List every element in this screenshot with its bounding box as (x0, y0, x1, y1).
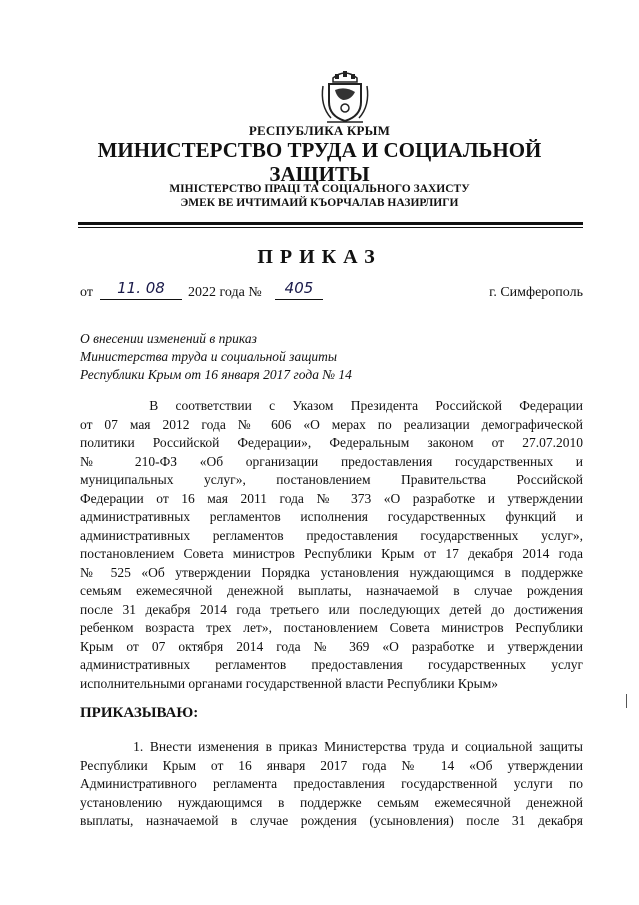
ministry-name (0, 138, 639, 186)
preamble-line: ребенком возраста трех лет», постановлением Совета министров Республики (80, 620, 583, 635)
item-line: установлению нуждающимся в поддержке семьям ежемесячной денежной (80, 794, 583, 810)
republic-name: РЕСПУБЛИКА КРЫМ (248, 123, 391, 138)
scan-margin-mark (626, 694, 627, 708)
header-divider-thin (78, 227, 583, 228)
order-directive-heading: ПРИКАЗЫВАЮ: (80, 705, 199, 721)
preamble-line: № 525 «Об утверждении Порядка установления нуждающимся в поддержке (80, 564, 583, 580)
from-label: от (80, 285, 93, 300)
subject-line: О внесении изменений в приказ (80, 331, 257, 346)
ministry-name-crimean-tatar: ЭМЕК ВЕ ИЧТИМАИЙ КЪОРЧАЛАВ НАЗИРЛИГИ (180, 197, 459, 209)
preamble-line: после 31 декабря 2014 года третьего или последующих детей до достижения (80, 601, 583, 617)
preamble-line: административных регламентов предоставления государственных услуг», (80, 527, 583, 543)
preamble-line: политики Российской Федерации», Федеральным законом от 27.07.2010 (80, 435, 583, 450)
order-year-label: 2022 года № (188, 285, 262, 300)
order-number-handwritten: 405 (275, 279, 323, 300)
item-line: 1. Внести изменения в приказ Министерства труда и социальной защиты (80, 739, 583, 754)
preamble-line: № 210-ФЗ «Об организации предоставления государственных и (80, 453, 583, 469)
ministry-name-line2: ЗАЩИТЫ (269, 162, 370, 186)
ministry-name-ukrainian: МІНІСТЕРСТВО ПРАЦІ ТА СОЦІАЛЬНОГО ЗАХИСТУ (169, 183, 470, 195)
preamble-line: семьям ежемесячной денежной выплаты, назначаемой в случае рождения (80, 583, 583, 598)
order-city: г. Симферополь (489, 285, 583, 300)
preamble-line: муниципальных услуг», постановлением Правительства Российской (80, 472, 583, 487)
preamble-line: исполнительными органами государственной власти Республики Крым» (80, 675, 499, 691)
order-item-1-paragraph (80, 738, 583, 831)
coat-of-arms-emblem (319, 66, 371, 124)
item-line: Республики Крым от 16 января 2017 года № 14 «Об утверждении (80, 757, 583, 773)
preamble-line: Крым от 07 октября 2014 года № 369 «О разработке и утверждении (80, 638, 583, 654)
preamble-paragraph (80, 397, 583, 693)
item-line: Административного регламента предоставления государственной услуги по (80, 776, 583, 791)
preamble-line: от 07 мая 2012 года № 606 «О мерах по реализации демографической (80, 416, 583, 432)
preamble-line: административных регламентов предоставления государственных услуг (80, 657, 583, 672)
preamble-line: постановлением Совета министров Республики Крым от 17 декабря 2014 года (80, 546, 583, 561)
order-date-number-line (80, 279, 583, 305)
order-date-handwritten: 11. 08 (100, 279, 182, 300)
document-title: ПРИКАЗ (257, 246, 382, 268)
preamble-line: административных регламентов исполнения государственных функций и (80, 509, 583, 524)
header-divider-thick (78, 222, 583, 225)
preamble-line: В соответствии с Указом Президента Российской Федерации (80, 398, 583, 413)
preamble-line: Федерации от 16 мая 2011 года № 373 «О разработке и утверждении (80, 490, 583, 506)
item-line: выплаты, назначаемой в случае рождения (усыновления) после 31 декабря (80, 813, 583, 828)
subject-line: Республики Крым от 16 января 2017 года № 14 (80, 367, 352, 382)
ministry-name-line1: МИНИСТЕРСТВО ТРУДА И СОЦИАЛЬНОЙ (97, 138, 542, 162)
order-subject (80, 330, 352, 384)
subject-line: Министерства труда и социальной защиты (80, 349, 338, 364)
